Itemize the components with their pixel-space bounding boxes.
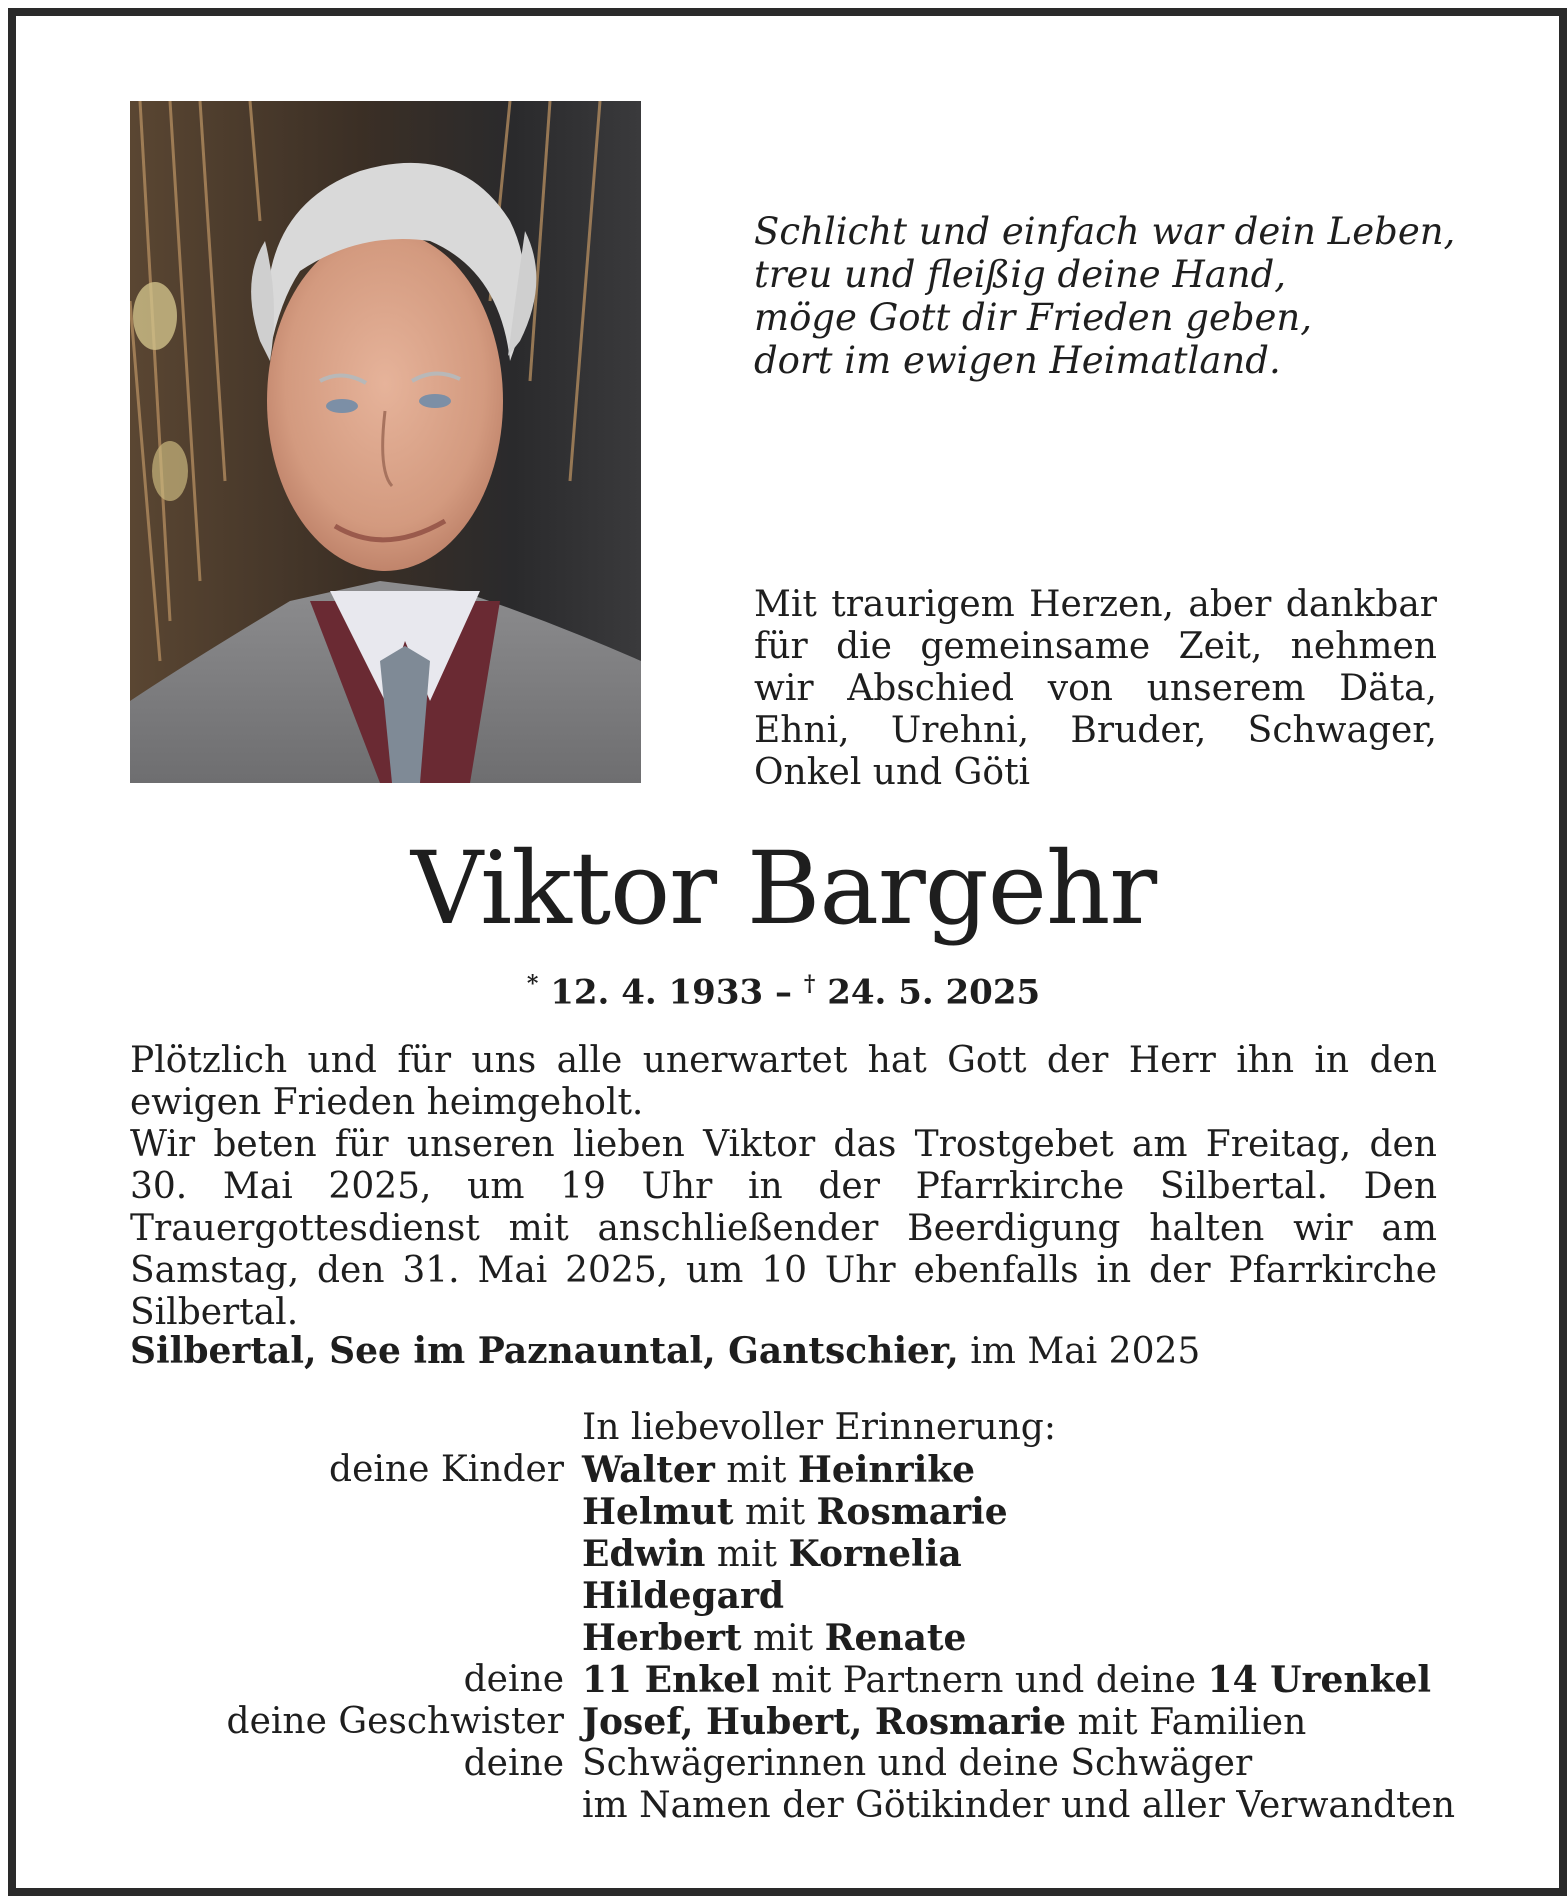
poem-line: möge Gott dir Frieden geben, bbox=[754, 296, 1313, 339]
poem-line: treu und fleißig deine Hand, bbox=[754, 253, 1287, 296]
deceased-name: Viktor Bargehr bbox=[410, 830, 1157, 947]
signoff-heading: In liebevoller Erinnerung: bbox=[582, 1407, 1056, 1448]
partner-name: Heinrike bbox=[797, 1449, 976, 1491]
connector-text: mit bbox=[705, 1534, 789, 1575]
birth-symbol: * bbox=[526, 971, 539, 997]
place-locations: Silbertal, See im Paznauntal, Gantschier, bbox=[130, 1330, 959, 1372]
list-item bbox=[130, 1533, 1450, 1575]
row-label bbox=[130, 1491, 582, 1533]
life-dates bbox=[0, 963, 1567, 1013]
row-label bbox=[130, 1617, 582, 1659]
date-separator: – bbox=[775, 972, 792, 1013]
urenkel-count: 14 Urenkel bbox=[1207, 1659, 1432, 1701]
child-entry bbox=[582, 1449, 975, 1491]
child-name: Edwin bbox=[582, 1533, 706, 1575]
place-date: im Mai 2025 bbox=[958, 1331, 1201, 1372]
list-item bbox=[130, 1491, 1450, 1533]
list-item bbox=[130, 1617, 1450, 1659]
in-laws-entry: Schwägerinnen und deine Schwäger bbox=[582, 1743, 1253, 1784]
row-label bbox=[130, 1407, 582, 1449]
child-entry bbox=[582, 1575, 784, 1617]
partner-name: Rosmarie bbox=[816, 1491, 1008, 1533]
siblings-entry bbox=[582, 1701, 1306, 1743]
row-label bbox=[130, 1533, 582, 1575]
death-date: 24. 5. 2025 bbox=[827, 972, 1041, 1013]
row-label: deine bbox=[463, 1659, 564, 1700]
child-name: Helmut bbox=[582, 1491, 734, 1533]
body-paragraph: Wir beten für unseren lieben Viktor das Trostgebet am Freitag, den 30. Mai 2025, um 19 Uhr in der Pfarrkirche Silbertal. Den Trauergottesdienst mit anschließender Beerdigung halten wir am Samstag, den 31. Mai 2025, um 10 Uhr ebenfalls in der Pfarrkirche Silbertal. bbox=[130, 1124, 1437, 1333]
child-name: Walter bbox=[582, 1449, 715, 1491]
birth-date: 12. 4. 1933 bbox=[550, 972, 764, 1013]
relatives-entry: im Namen der Götikinder und aller Verwandten bbox=[582, 1785, 1456, 1826]
signoff-heading-row bbox=[130, 1407, 1450, 1449]
row-label bbox=[130, 1785, 582, 1827]
list-item bbox=[130, 1743, 1450, 1785]
death-symbol: † bbox=[803, 971, 816, 997]
body-paragraph: Plötzlich und für uns alle unerwartet hat Gott der Herr ihn in den ewigen Frieden heimgeholt. bbox=[130, 1040, 1437, 1123]
list-item bbox=[130, 1449, 1450, 1491]
connector-text: mit Familien bbox=[1066, 1702, 1307, 1743]
partner-name: Kornelia bbox=[788, 1533, 962, 1575]
portrait-photo bbox=[130, 101, 641, 783]
connector-text: mit bbox=[741, 1618, 825, 1659]
connector-text: mit bbox=[714, 1450, 798, 1491]
child-entry bbox=[582, 1617, 966, 1659]
row-label: deine bbox=[463, 1743, 564, 1784]
sibling-names: Josef, Hubert, Rosmarie bbox=[582, 1701, 1067, 1743]
child-name: Hildegard bbox=[582, 1575, 785, 1617]
row-label: deine Kinder bbox=[329, 1449, 564, 1490]
connector-text: mit Partnern und deine bbox=[759, 1660, 1208, 1701]
poem bbox=[754, 210, 1454, 382]
list-item bbox=[130, 1659, 1450, 1701]
child-entry bbox=[582, 1533, 962, 1575]
poem-line: dort im ewigen Heimatland. bbox=[754, 339, 1281, 382]
portrait-illustration bbox=[130, 101, 641, 783]
intro-text: Mit traurigem Herzen, aber dankbar für die gemeinsame Zeit, nehmen wir Abschied von unserem Däta, Ehni, Urehni, Bruder, Schwager, Onkel und Göti bbox=[754, 584, 1437, 793]
list-item bbox=[130, 1785, 1456, 1827]
child-name: Herbert bbox=[582, 1617, 742, 1659]
list-item bbox=[130, 1701, 1450, 1743]
poem-line: Schlicht und einfach war dein Leben, bbox=[754, 210, 1456, 253]
announcement-body bbox=[130, 1040, 1437, 1334]
row-label: deine Geschwister bbox=[226, 1701, 564, 1742]
mourners-list bbox=[130, 1407, 1456, 1827]
list-item bbox=[130, 1575, 1450, 1617]
enkel-count: 11 Enkel bbox=[582, 1659, 760, 1701]
place-and-date bbox=[130, 1330, 1200, 1373]
row-label bbox=[130, 1575, 582, 1617]
child-entry bbox=[582, 1491, 1008, 1533]
partner-name: Renate bbox=[824, 1617, 967, 1659]
connector-text: mit bbox=[733, 1492, 817, 1533]
grandchildren-entry bbox=[582, 1659, 1431, 1701]
